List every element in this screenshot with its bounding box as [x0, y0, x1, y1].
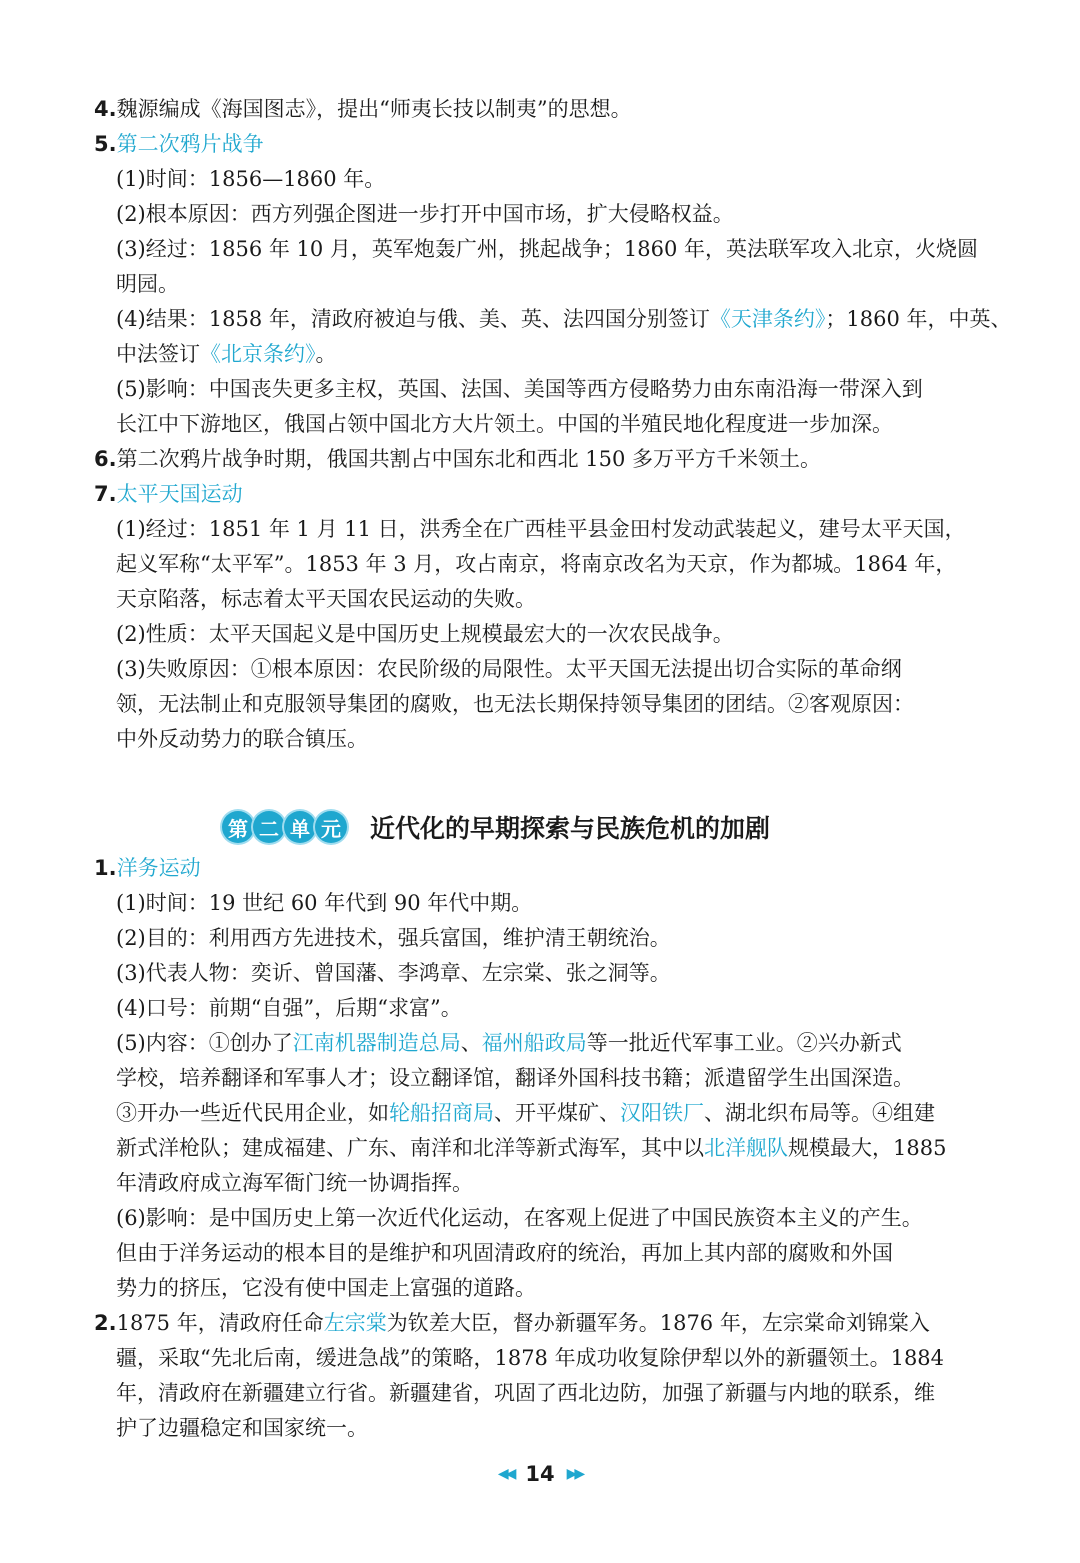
item-number: 6.	[94, 447, 117, 471]
unit-header	[222, 808, 770, 846]
text-run: 等一批近代军事工业。②兴办新式	[586, 1031, 902, 1055]
item-number: 5.	[94, 132, 117, 156]
paragraph-line-cont: 疆，采取“先北后南，缓进急战”的策略，1878 年成功收复除伊犁以外的新疆领土。1884	[116, 1346, 945, 1370]
impact-line-cont: 势力的挤压，它没有使中国走上富强的道路。	[116, 1276, 536, 1300]
badge-char: 元	[315, 811, 347, 843]
text-run: 规模最大，1885	[788, 1136, 947, 1160]
process-line: (3)经过：1856 年 10 月，英军炮轰广州，挑起战争；1860 年，英法联军攻入北京，火烧圆	[116, 237, 979, 261]
goal-line: (2)目的：利用西方先进技术，强兵富国，维护清王朝统治。	[116, 926, 671, 950]
failure-line: (3)失败原因：①根本原因：农民阶级的局限性。太平天国无法提出切合实际的革命纲	[116, 657, 902, 681]
highlight-term: 左宗棠	[323, 1311, 387, 1335]
item-text: 第二次鸦片战争时期，俄国共割占中国东北和西北 150 多万平方千米领土。	[116, 447, 822, 471]
people-line: (3)代表人物：奕䜣、曾国藩、李鸿章、左宗棠、张之洞等。	[116, 961, 671, 985]
text-run: ；1860 年，中英、	[825, 307, 1012, 331]
failure-line-cont: 中外反动势力的联合镇压。	[116, 727, 368, 751]
slogan-line: (4)口号：前期“自强”，后期“求富”。	[116, 996, 462, 1020]
process-line-cont: 天京陷落，标志着太平天国农民运动的失败。	[116, 587, 536, 611]
text-run: 、开平煤矿、	[494, 1101, 620, 1125]
content-line	[116, 1028, 902, 1058]
content-line-cont	[116, 1098, 935, 1128]
time-line: (1)时间：1856—1860 年。	[116, 167, 386, 191]
text-run: 新式洋枪队；建成福建、广东、南洋和北洋等新式海军，其中以	[116, 1136, 704, 1160]
item-7-heading	[94, 479, 243, 509]
item-number: 7.	[94, 482, 117, 506]
badge-char: 二	[253, 811, 285, 843]
result-line	[116, 304, 1012, 334]
text-run: 1875 年，清政府任命	[116, 1311, 324, 1335]
badge-char: 单	[284, 811, 316, 843]
badge-char: 第	[222, 811, 254, 843]
highlight-term: 福州船政局	[481, 1031, 587, 1055]
highlight-term: 江南机器制造总局	[292, 1031, 461, 1055]
nature-line: (2)性质：太平天国起义是中国历史上规模最宏大的一次农民战争。	[116, 622, 734, 646]
text-run: (5)内容：①创办了	[116, 1031, 293, 1055]
item-number: 1.	[94, 856, 117, 880]
text-run: 为钦差大臣，督办新疆军务。1876 年，左宗棠命刘锦棠入	[386, 1311, 930, 1335]
item-text: 魏源编成《海国图志》，提出“师夷长技以制夷”的思想。	[116, 97, 632, 121]
double-left-arrow-icon: ◀◀	[497, 1466, 514, 1482]
text-run: 。	[315, 342, 337, 366]
page-number: 14	[525, 1462, 555, 1486]
impact-line-cont: 但由于洋务运动的根本目的是维护和巩固清政府的统治，再加上其内部的腐败和外国	[116, 1241, 893, 1265]
page-footer	[0, 1458, 1080, 1490]
impact-line: (5)影响：中国丧失更多主权，英国、法国、美国等西方侵略势力由东南沿海一带深入到	[116, 377, 923, 401]
item-number: 4.	[94, 97, 117, 121]
text-run: 中法签订	[116, 342, 200, 366]
impact-line-cont: 长江中下游地区，俄国占领中国北方大片领土。中国的半殖民地化程度进一步加深。	[116, 412, 893, 436]
process-line: (1)经过：1851 年 1 月 11 日，洪秀全在广西桂平县金田村发动武装起义，建号太平天国，	[116, 517, 966, 541]
section-title: 太平天国运动	[116, 482, 243, 506]
text-run: ③开办一些近代民用企业，如	[116, 1101, 389, 1125]
content-line-cont	[116, 1133, 946, 1163]
highlight-term: 北洋舰队	[704, 1136, 788, 1160]
item-number: 2.	[94, 1311, 117, 1335]
process-line-cont: 起义军称“太平军”。1853 年 3 月，攻占南京，将南京改名为天京，作为都城。1864 年，	[116, 552, 957, 576]
double-right-arrow-icon: ▶▶	[566, 1466, 583, 1482]
content-line-cont: 学校，培养翻译和军事人才；设立翻译馆，翻译外国科技书籍；派遣留学生出国深造。	[116, 1066, 914, 1090]
unit-badge	[222, 811, 346, 843]
failure-line-cont: 领，无法制止和克服领导集团的腐败，也无法长期保持领导集团的团结。②客观原因：	[116, 692, 914, 716]
section-title: 洋务运动	[116, 856, 201, 880]
text-run: 、	[460, 1031, 482, 1055]
item-5-heading	[94, 129, 264, 159]
paragraph-line-cont: 年，清政府在新疆建立行省。新疆建省，巩固了西北边防，加强了新疆与内地的联系，维	[116, 1381, 935, 1405]
impact-line: (6)影响：是中国历史上第一次近代化运动，在客观上促进了中国民族资本主义的产生。	[116, 1206, 923, 1230]
result-line-cont	[116, 339, 337, 369]
highlight-term: 《天津条约》	[709, 307, 826, 331]
text-run: (4)结果：1858 年，清政府被迫与俄、美、英、法四国分别签订	[116, 307, 710, 331]
unit-item-2	[94, 1308, 930, 1338]
highlight-term: 《北京条约》	[200, 342, 316, 366]
highlight-term: 轮船招商局	[389, 1101, 494, 1125]
paragraph-line-cont: 护了边疆稳定和国家统一。	[116, 1416, 368, 1440]
section-title: 第二次鸦片战争	[116, 132, 264, 156]
item-4	[94, 94, 632, 124]
unit-item-1-heading	[94, 853, 201, 883]
time-line: (1)时间：19 世纪 60 年代到 90 年代中期。	[116, 891, 533, 915]
content-line-cont: 年清政府成立海军衙门统一协调指挥。	[116, 1171, 473, 1195]
cause-line: (2)根本原因：西方列强企图进一步打开中国市场，扩大侵略权益。	[116, 202, 734, 226]
highlight-term: 汉阳铁厂	[620, 1101, 704, 1125]
item-6	[94, 444, 821, 474]
process-line-cont: 明园。	[116, 272, 179, 296]
text-run: 、湖北织布局等。④组建	[704, 1101, 935, 1125]
unit-title: 近代化的早期探索与民族危机的加剧	[370, 814, 771, 843]
